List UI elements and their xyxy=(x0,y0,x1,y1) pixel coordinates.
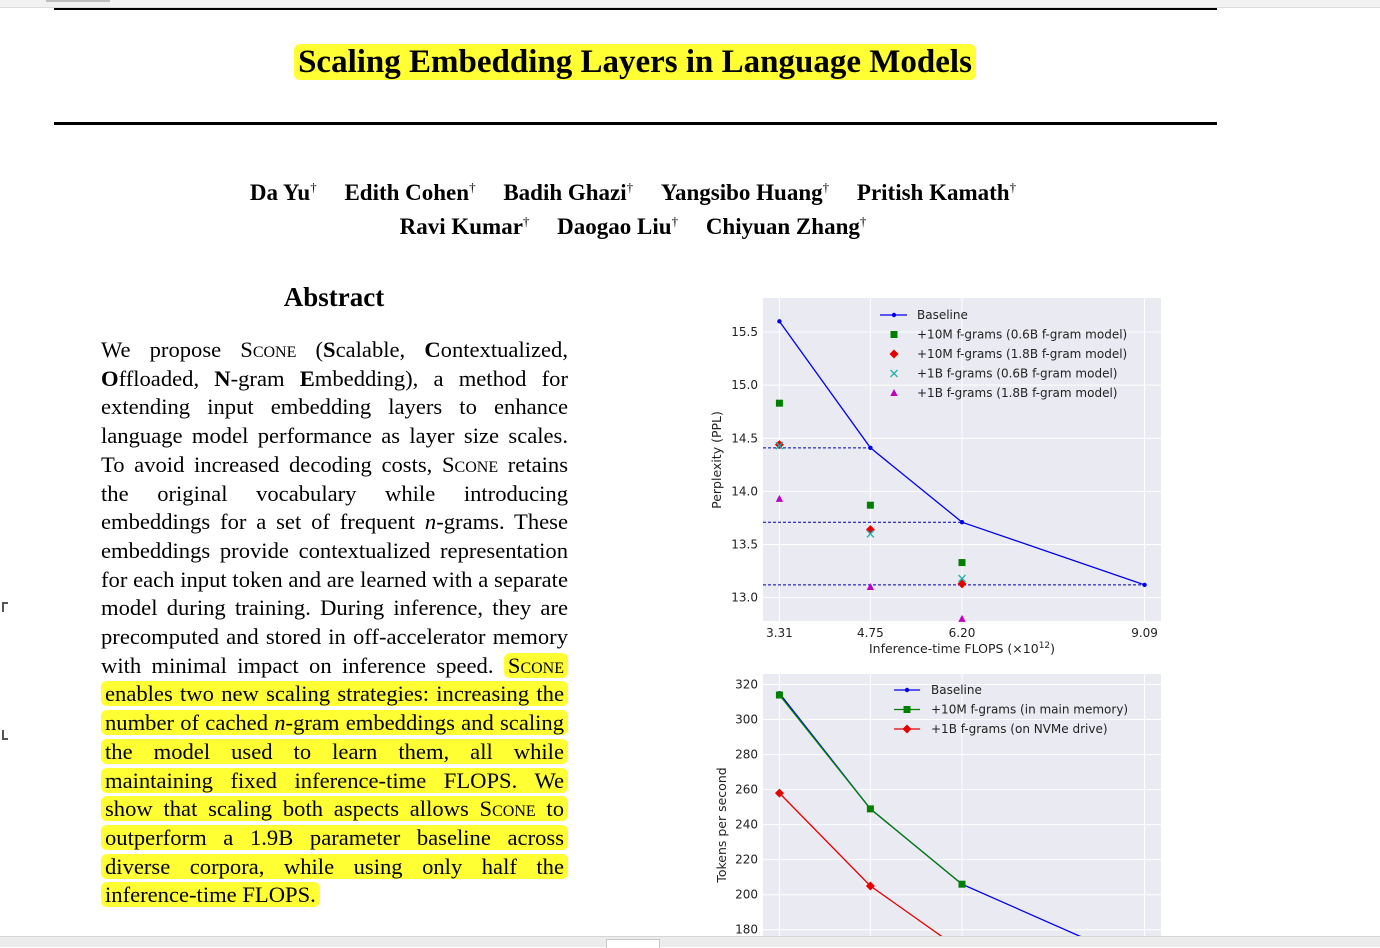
legend-label: +1B f-grams (1.8B f-gram model) xyxy=(917,386,1118,400)
top-rule xyxy=(54,8,1217,10)
data-point xyxy=(959,559,966,566)
legend-label: +10M f-grams (0.6B f-gram model) xyxy=(917,327,1128,342)
data-point xyxy=(776,400,783,407)
author: Yangsibo Huang† xyxy=(660,179,830,205)
left-margin-mark xyxy=(2,730,8,740)
author: Chiyuan Zhang† xyxy=(705,213,867,240)
window-top-strip xyxy=(0,0,1380,8)
data-point xyxy=(867,502,874,509)
author: Ravi Kumar† xyxy=(399,213,530,240)
legend-label: Baseline xyxy=(931,683,982,697)
abstract-highlight[interactable]: Scone enables two new scaling strategies: increasing the number of cached n-gram embeddings and scaling the model used to learn them, all while maintaining fixed inference-time FLOPS. We show that scaling both aspects allows Scone to outperform a 1.9B parameter baseline across diverse corpora, while using only half the inference-time FLOPS. xyxy=(101,653,568,908)
abstract-heading: Abstract xyxy=(283,282,385,312)
x-axis-label: Inference-time FLOPS $(\times 10^{12})$ xyxy=(868,641,1056,656)
tick-labels xyxy=(735,678,758,936)
data-point xyxy=(960,520,964,524)
x-tick-label: 3.31 xyxy=(766,626,793,640)
legend-label: +1B f-grams (0.6B f-gram model) xyxy=(917,366,1118,381)
y-tick-label: 14.0 xyxy=(731,484,758,499)
data-point xyxy=(867,805,874,812)
y-tick-label: 280 xyxy=(735,747,758,762)
y-tick-label: 320 xyxy=(735,677,758,692)
legend-label: +1B f-grams (on NVMe drive) xyxy=(931,722,1108,736)
author: Da Yu† xyxy=(249,179,317,205)
data-point xyxy=(1142,583,1146,587)
scone-name: Scone xyxy=(240,337,297,362)
legend-marker xyxy=(905,688,909,692)
scroll-thumb[interactable] xyxy=(606,939,660,948)
author-list xyxy=(0,172,1266,241)
y-tick-label: 14.5 xyxy=(731,431,758,446)
bottom-scrollbar[interactable] xyxy=(0,936,1380,947)
abstract-body: We propose Scone (Scalable, Contextualized, Offloaded, N-gram Embedding), a method for extending input embedding layers to enhance language model performance as layer size scales. To avoid increased decoding costs, Scone retains the original vocabulary while introducing embeddings for a set of frequent n-grams. These embeddings provide contextualized representation for each input token and are learned with a separate model during training. During inference, they are precomputed and stored in off-accelerator memory with minimal impact on inference speed. Scone enables two new scaling strategies: increasing the number of cached n-gram embeddings and scaling the model used to learn them, all while maintaining fixed inference-time FLOPS. We show that scaling both aspects allows Scone to outperform a 1.9B parameter baseline across diverse corpora, while using only half the inference-time FLOPS. xyxy=(101,337,569,908)
y-tick-label: 180 xyxy=(735,922,758,936)
paper-title xyxy=(0,44,1270,81)
data-point xyxy=(776,692,783,699)
x-tick-label: 4.75 xyxy=(857,626,884,640)
scone-name: Scone xyxy=(441,451,499,477)
perplexity-chart xyxy=(700,290,1180,665)
legend-marker xyxy=(892,313,896,317)
left-margin-mark xyxy=(2,602,8,612)
title-highlight[interactable]: Scaling Embedding Layers in Language Models xyxy=(294,44,976,80)
y-tick-label: 240 xyxy=(735,817,758,832)
x-tick-label: 9.09 xyxy=(1131,626,1158,640)
tab-indicator xyxy=(46,0,110,2)
author-line-1 xyxy=(0,172,1266,207)
x-tick-label: 6.20 xyxy=(948,626,976,640)
legend-label: +10M f-grams (in main memory) xyxy=(931,702,1129,717)
y-axis-label: Perplexity (PPL) xyxy=(709,411,724,509)
legend-label: +10M f-grams (1.8B f-gram model) xyxy=(917,347,1128,361)
data-point xyxy=(868,446,872,450)
y-tick-label: 260 xyxy=(735,782,758,797)
legend-label: Baseline xyxy=(917,308,968,322)
author: Badih Ghazi† xyxy=(503,179,634,205)
legend-marker xyxy=(904,706,911,713)
y-tick-label: 200 xyxy=(735,887,758,902)
author: Edith Cohen† xyxy=(344,179,476,205)
y-tick-label: 13.0 xyxy=(731,590,758,605)
y-axis-label: Tokens per second xyxy=(714,767,729,883)
author: Pritish Kamath† xyxy=(856,179,1017,205)
author-line-2 xyxy=(0,207,1266,242)
y-tick-label: 15.5 xyxy=(731,325,758,339)
author: Daogao Liu† xyxy=(557,213,679,240)
data-point xyxy=(959,881,966,888)
throughput-chart xyxy=(700,670,1180,936)
data-point xyxy=(777,319,781,323)
y-tick-label: 13.5 xyxy=(731,537,758,552)
y-tick-label: 15.0 xyxy=(731,378,758,393)
title-rule xyxy=(54,122,1217,125)
y-tick-label: 220 xyxy=(735,852,758,867)
y-tick-label: 300 xyxy=(735,712,758,727)
legend-marker xyxy=(891,331,898,338)
